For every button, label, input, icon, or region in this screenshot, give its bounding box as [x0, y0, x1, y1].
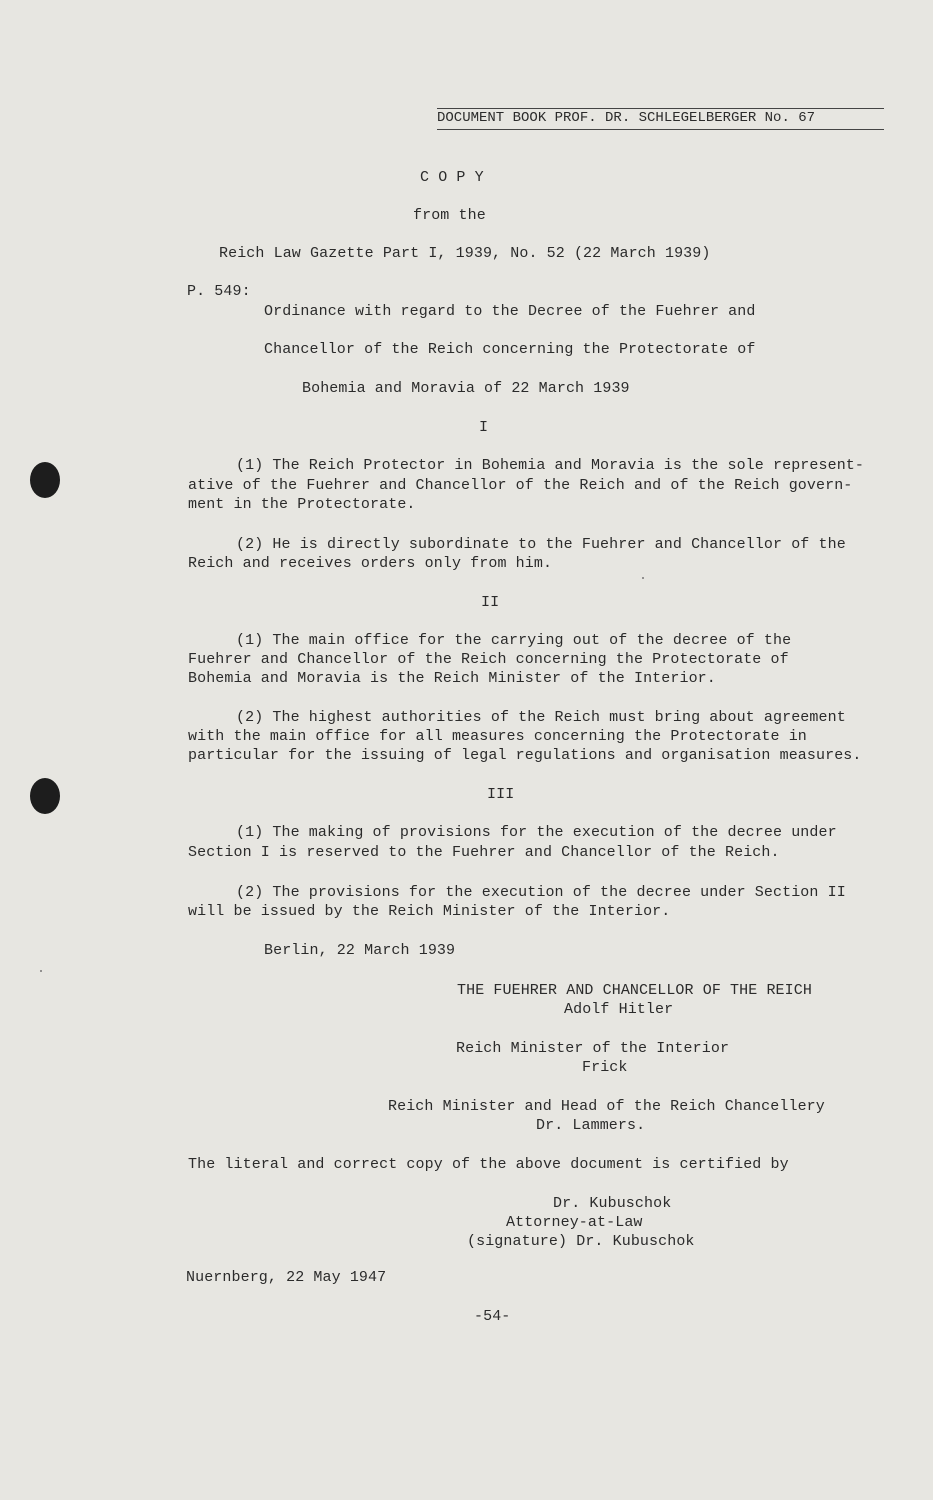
section-heading-3: III: [487, 786, 515, 803]
punch-hole-top: [30, 462, 60, 498]
section2-para2-line2: with the main office for all measures concerning the Protectorate in: [188, 728, 807, 745]
fuehrer-name: Adolf Hitler: [564, 1001, 674, 1018]
ordinance-title-line-2: Chancellor of the Reich concerning the Protectorate of: [264, 341, 756, 358]
ordinance-title-line-3: Bohemia and Moravia of 22 March 1939: [302, 380, 630, 397]
section2-para2-line3: particular for the issuing of legal regulations and organisation measures.: [188, 747, 862, 764]
certifier-signature: (signature) Dr. Kubuschok: [467, 1233, 695, 1250]
source-gazette: Reich Law Gazette Part I, 1939, No. 52 (22 March 1939): [219, 245, 711, 262]
section2-para1-line3: Bohemia and Moravia is the Reich Minister of the Interior.: [188, 670, 716, 687]
chancellery-head-name: Dr. Lammers.: [536, 1117, 646, 1134]
section3-para2-line1: (2) The provisions for the execution of the decree under Section II: [236, 884, 846, 901]
section1-para1-line3: ment in the Protectorate.: [188, 496, 416, 513]
section1-para1-line1: (1) The Reich Protector in Bohemia and Moravia is the sole represent-: [236, 457, 865, 474]
punch-hole-bottom: [30, 778, 60, 814]
section3-para1-line1: (1) The making of provisions for the execution of the decree under: [236, 824, 837, 841]
section1-para2-line2: Reich and receives orders only from him.: [188, 555, 553, 572]
paper-speck: [40, 970, 42, 972]
footer-place-date: Nuernberg, 22 May 1947: [186, 1269, 387, 1286]
fuehrer-title: THE FUEHRER AND CHANCELLOR OF THE REICH: [457, 982, 812, 999]
section1-para1-line2: ative of the Fuehrer and Chancellor of the Reich and of the Reich govern-: [188, 477, 853, 494]
interior-minister-title: Reich Minister of the Interior: [456, 1040, 730, 1057]
document-book-reference: DOCUMENT BOOK PROF. DR. SCHLEGELBERGER No. 67: [437, 108, 884, 130]
place-and-date: Berlin, 22 March 1939: [264, 942, 456, 959]
section-heading-2: II: [481, 594, 500, 611]
certifier-role: Attorney-at-Law: [506, 1214, 643, 1231]
copy-heading: C O P Y: [420, 169, 484, 186]
section-heading-1: I: [479, 419, 489, 436]
certifier-name: Dr. Kubuschok: [553, 1195, 672, 1212]
interior-minister-name: Frick: [582, 1059, 628, 1076]
chancellery-head-title: Reich Minister and Head of the Reich Chancellery: [388, 1098, 825, 1115]
section2-para1-line2: Fuehrer and Chancellor of the Reich concerning the Protectorate of: [188, 651, 789, 668]
section1-para2-line1: (2) He is directly subordinate to the Fuehrer and Chancellor of the: [236, 536, 846, 553]
paper-speck: [642, 577, 644, 579]
page-reference: P. 549:: [187, 283, 251, 300]
section2-para1-line1: (1) The main office for the carrying out of the decree of the: [236, 632, 792, 649]
from-the-line: from the: [413, 207, 486, 224]
section3-para1-line2: Section I is reserved to the Fuehrer and Chancellor of the Reich.: [188, 844, 780, 861]
section3-para2-line2: will be issued by the Reich Minister of the Interior.: [188, 903, 671, 920]
section2-para2-line1: (2) The highest authorities of the Reich must bring about agreement: [236, 709, 846, 726]
ordinance-title-line-1: Ordinance with regard to the Decree of the Fuehrer and: [264, 303, 756, 320]
page-number: -54-: [474, 1308, 511, 1325]
certification-statement: The literal and correct copy of the above document is certified by: [188, 1156, 789, 1173]
